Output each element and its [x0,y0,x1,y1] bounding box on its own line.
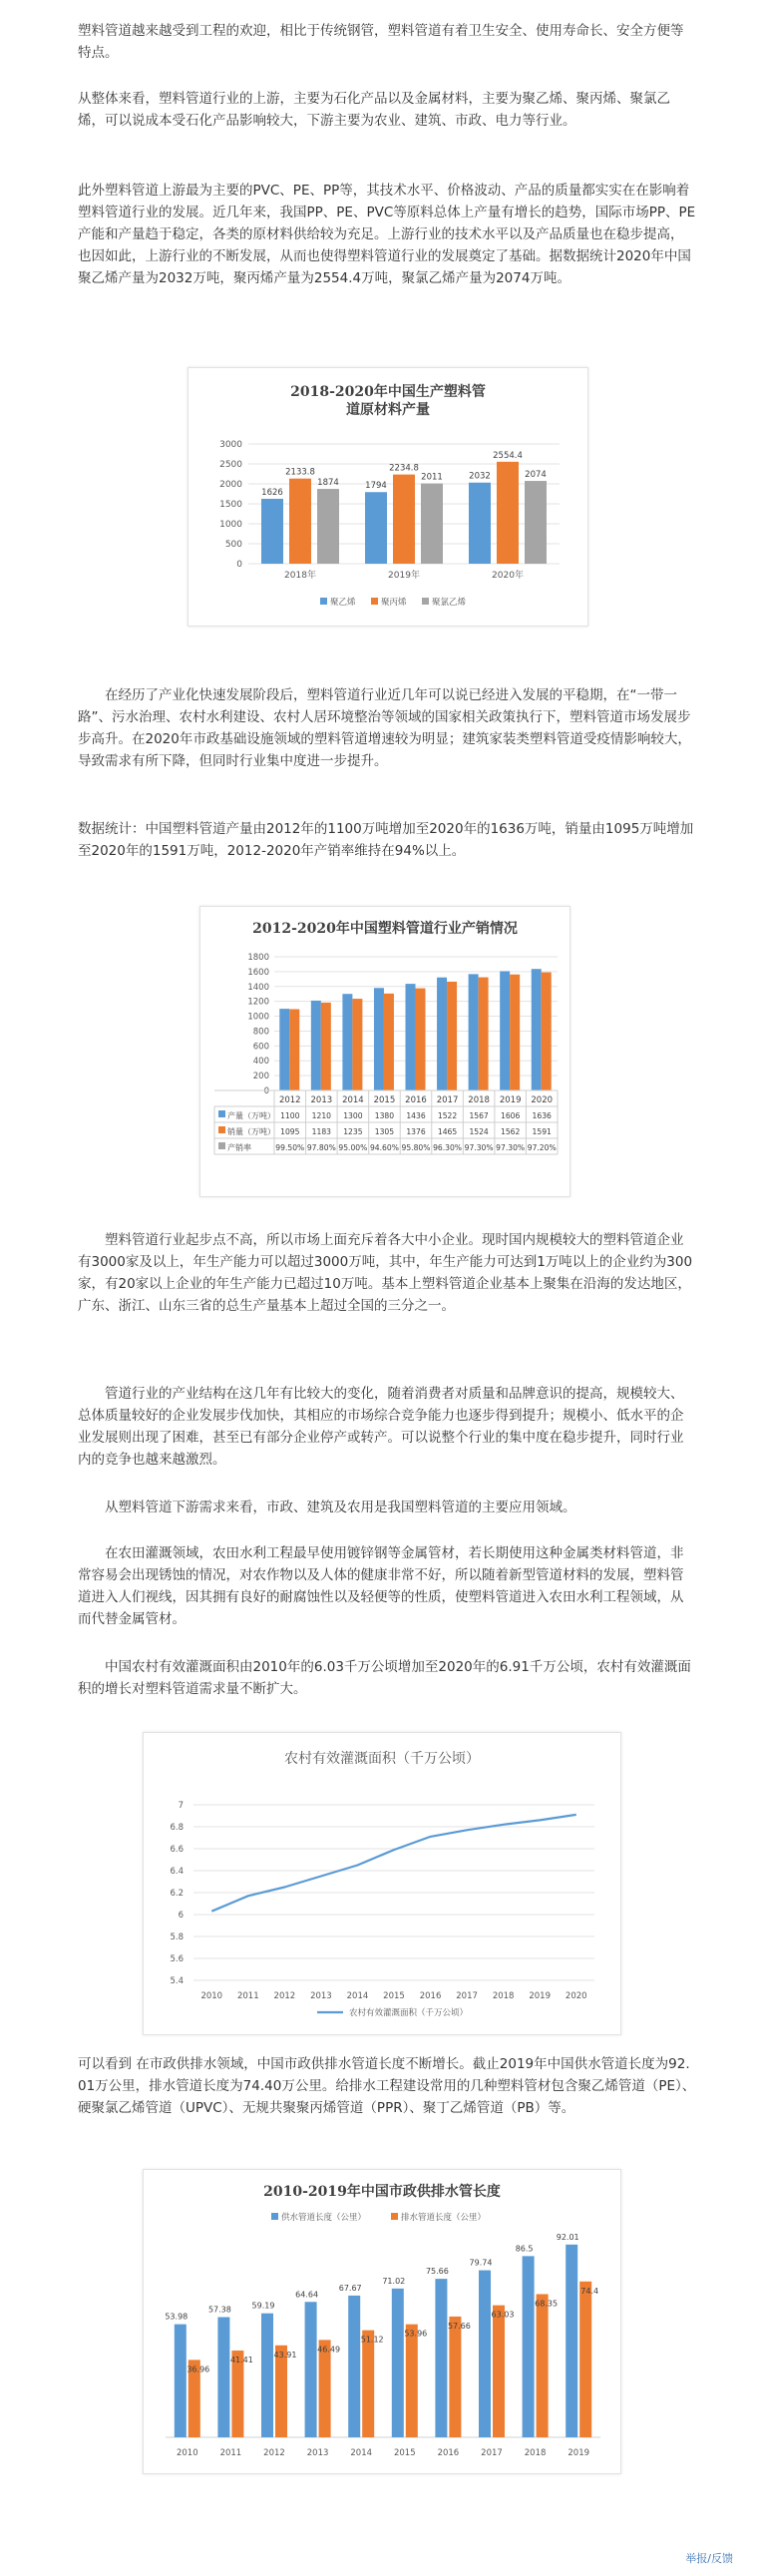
x-tick-label: 2017 [456,1991,478,2001]
y-tick-label: 1800 [247,953,269,963]
y-tick-label: 200 [252,1072,269,1082]
chart-card-production-sales [199,906,570,1197]
x-tick-label: 2012 [273,1991,296,2001]
table-cell: 95.00% [338,1143,368,1152]
table-cell: 1567 [469,1111,489,1120]
chart-title: 2018-2020年中国生产塑料管 [290,384,486,400]
y-tick-label: 5.8 [170,1932,184,1942]
x-tick-label: 2019 [529,1991,552,2001]
table-cell: 1562 [501,1127,521,1136]
y-tick-label: 6.2 [170,1889,184,1899]
bar [523,2256,535,2437]
x-tick-label: 2015 [373,1095,396,1105]
chart-card-municipal-pipes [143,2169,621,2474]
chart-production-sales [200,907,569,1196]
bar [406,984,416,1090]
table-cell: 97.20% [527,1143,557,1152]
x-tick-label: 2017 [436,1095,459,1105]
x-tick-label: 2016 [437,2448,460,2458]
bar [421,484,443,564]
x-tick-label: 2010 [176,2448,198,2458]
legend-label: 销量（万吨） [227,1127,275,1136]
data-label: 2011 [421,472,443,483]
legend-label: 聚丙烯 [381,598,407,608]
x-tick-label: 2019 [499,1095,522,1105]
x-tick-label: 2013 [310,1991,332,2001]
paragraph-farmland-irrigation: 在农田灌溉领域，农田水利工程最早使用镀锌钢等金属管材，若长期使用这种金属类材料管道，非常容易会出现锈蚀的情况，对农作物以及人体的健康非常不好，所以随着新型管道材料的发展，塑料管道进入人们视线，因其拥有良好的耐腐蚀性以及轻便等的性质，使塑料管道进入农田水利工程领域，从而代替金属管材。 [78,1545,684,1627]
data-label: 63.03 [491,2310,515,2320]
y-tick-label: 1000 [219,520,242,530]
data-label: 2554.4 [493,450,523,461]
bar [542,973,552,1090]
bar [317,489,339,564]
legend-label: 农村有效灌溉面积（千万公顷） [349,2008,469,2018]
y-tick-label: 5.4 [170,1976,184,1986]
bar [319,2340,331,2437]
x-tick-label: 2014 [342,1095,364,1105]
paragraph-irrigation-area: 中国农村有效灌溉面积由2010年的6.03千万公顷增加至2020年的6.91千万公顷，农村有效灌溉面积的增长对塑料管道需求量不断扩大。 [78,1659,691,1697]
table-cell: 1380 [374,1111,395,1120]
table-cell: 1305 [374,1127,395,1136]
x-tick-label: 2015 [383,1991,405,2001]
legend-label: 供水管道长度（公里） [281,2213,367,2223]
bar [447,982,457,1090]
table-cell: 1636 [532,1111,552,1120]
table-cell: 1465 [437,1127,458,1136]
bar [510,975,520,1090]
bar [362,2331,374,2437]
x-tick-label: 2020年 [492,571,524,581]
report-feedback-link[interactable]: 举报/反馈 [685,2552,733,2565]
chart-card-irrigation-area [143,1732,621,2035]
chart-card-raw-material-output [188,367,588,627]
data-label: 71.02 [382,2276,406,2286]
table-cell: 1436 [406,1111,426,1120]
data-label: 86.5 [515,2244,534,2254]
bar [500,971,510,1090]
legend-swatch [218,1110,225,1117]
bar [537,2294,549,2437]
table-cell: 1210 [311,1111,331,1120]
x-tick-label: 2011 [219,2448,242,2458]
data-label: 53.96 [404,2329,428,2339]
paragraph-industry-stability: 在经历了产业化快速发展阶段后，塑料管道行业近几年可以说已经进入发展的平稳期，在“一带一路”、污水治理、农村水利建设、农村人居环境整治等领域的国家相关政策执行下，塑料管道市场发展步步高升。在2020年市政基础设施领域的塑料管道增速较为明显；建筑家装类塑料管道受疫情影响较大，导致需求有所下降，但同时行业集中度进一步提升。 [78,687,691,769]
series-line [211,1815,575,1912]
data-label: 92.01 [556,2232,579,2242]
legend-swatch [218,1126,225,1133]
paragraph-raw-materials: 此外塑料管道上游最为主要的PVC、PE、PP等，其技术水平、价格波动、产品的质量都实实在在影响着塑料管道行业的发展。近几年来，我国PP、PE、PVC等原料总体上产量有增长的趋势，国际市场PP、PE产能和产量趋于稳定，各类的原材料供给较为充足。上游行业的技术水平以及产品质量也在稳步提高，也因如此，上游行业的不断发展，从而也使得塑料管道行业的发展奠定了基础。据数据统计2020年中国聚乙烯产量为2032万吨，聚丙烯产量为2554.4万吨，聚氯乙烯产量为2074万吨。 [78,183,696,286]
bar [261,499,283,564]
table-cell: 1376 [406,1127,426,1136]
data-label: 79.74 [469,2258,493,2268]
bar [311,1001,321,1090]
data-label: 46.49 [317,2345,341,2355]
legend-label: 产量（万吨） [227,1111,275,1120]
legend-swatch [391,2213,398,2220]
paragraph-production-sales-stats: 数据统计：中国塑料管道产量由2012年的1100万吨增加至2020年的1636万吨，销量由1095万吨增加至2020年的1591万吨，2012-2020年产销率维持在94%以上。 [78,821,694,859]
bar [406,2325,418,2437]
y-tick-label: 3000 [219,440,242,450]
y-tick-label: 6.4 [170,1867,184,1877]
bar [279,1009,289,1090]
data-label: 2032 [469,471,491,482]
chart-title: 2010-2019年中国市政供排水管长度 [263,2184,501,2200]
table-cell: 1591 [532,1127,552,1136]
bar [384,994,394,1090]
table-cell: 1235 [343,1127,363,1136]
chart-irrigation-area [144,1733,620,2034]
legend-swatch [271,2213,278,2220]
bar [479,978,489,1090]
data-label: 41.41 [229,2356,253,2365]
bar [437,978,447,1090]
bar [348,2296,360,2437]
x-tick-label: 2014 [350,2448,373,2458]
legend-swatch [371,598,378,605]
x-tick-label: 2011 [236,1991,259,2001]
x-tick-label: 2015 [393,2448,416,2458]
y-tick-label: 7 [178,1801,184,1811]
y-tick-label: 1400 [247,982,269,993]
table-cell: 96.30% [433,1143,463,1152]
data-label: 2234.8 [389,463,419,474]
data-label: 51.12 [360,2335,384,2345]
legend-label: 产销率 [227,1143,251,1152]
table-cell: 1606 [501,1111,521,1120]
table-cell: 97.80% [306,1143,336,1152]
x-tick-label: 2013 [310,1095,333,1105]
y-tick-label: 1200 [247,997,269,1008]
y-tick-label: 5.6 [170,1954,184,1964]
bar [392,2289,404,2437]
chart-title: 2012-2020年中国塑料管道行业产销情况 [252,921,518,937]
x-tick-label: 2012 [278,1095,301,1105]
y-tick-label: 1000 [247,1012,269,1023]
legend-label: 聚乙烯 [330,598,356,608]
y-tick-label: 2500 [219,460,242,470]
y-tick-label: 1600 [247,967,269,978]
bar [479,2271,491,2437]
x-tick-label: 2018 [468,1095,490,1105]
data-label: 1626 [261,487,283,498]
data-label: 59.19 [251,2301,275,2311]
bar [342,994,352,1090]
paragraph-municipal-water: 可以看到 在市政供排水领域，中国市政供排水管道长度不断增长。截止2019年中国供水管道长度为92.01万公里，排水管道长度为74.40万公里。给排水工程建设常用的几种塑料管材包含聚乙烯管道（PE）、硬聚氯乙烯管道（UPVC）、无规共聚聚丙烯管道（PPR）、聚丁乙烯管道（PB）等。 [78,2056,696,2116]
table-cell: 97.30% [496,1143,526,1152]
table-cell: 99.50% [275,1143,305,1152]
y-tick-label: 2000 [219,480,242,490]
table-cell: 1522 [437,1111,458,1120]
y-tick-label: 1500 [219,500,242,510]
data-label: 1874 [317,478,339,489]
bar [321,1003,331,1090]
data-label: 74.4 [580,2286,599,2296]
x-tick-label: 2014 [346,1991,369,2001]
data-label: 43.91 [273,2350,297,2360]
bar [289,479,311,564]
paragraph-downstream-demand: 从塑料管道下游需求来看，市政、建筑及农用是我国塑料管道的主要应用领域。 [105,1500,576,1515]
data-label: 53.98 [165,2312,189,2322]
x-tick-label: 2018年 [284,571,316,581]
bar [493,2306,505,2437]
bar [365,492,387,564]
chart-municipal-pipes [144,2170,620,2473]
y-tick-label: 600 [252,1042,269,1053]
table-cell: 1095 [280,1127,300,1136]
x-tick-label: 2016 [405,1095,427,1105]
bar [532,969,542,1090]
legend-swatch [218,1142,225,1149]
y-tick-label: 6.6 [170,1845,184,1855]
bar [289,1009,299,1090]
data-label: 68.35 [535,2299,559,2309]
x-tick-label: 2016 [419,1991,442,2001]
bar [469,483,491,564]
bar [352,999,362,1090]
bar [449,2317,461,2437]
data-label: 2133.8 [285,467,315,478]
y-tick-label: 400 [252,1057,269,1068]
y-tick-label: 6 [178,1911,184,1921]
legend-label: 排水管道长度（公里） [401,2213,487,2223]
x-tick-label: 2018 [524,2448,547,2458]
y-tick-label: 500 [224,540,242,550]
y-tick-label: 800 [252,1027,269,1038]
data-label: 64.64 [295,2290,319,2300]
bar [261,2314,273,2437]
data-label: 1794 [365,481,387,492]
x-tick-label: 2019 [568,2448,590,2458]
bar [374,988,384,1090]
x-tick-label: 2012 [263,2448,285,2458]
x-tick-label: 2020 [531,1095,554,1105]
paragraph-intro: 塑料管道越来越受到工程的欢迎，相比于传统钢管，塑料管道有着卫生安全、使用寿命长、安全方便等特点。 [78,23,684,61]
y-tick-label: 6.8 [170,1823,184,1833]
data-label: 67.67 [338,2283,362,2293]
data-label: 57.38 [207,2305,231,2315]
bar [305,2302,317,2437]
y-tick-label: 0 [263,1086,269,1096]
y-tick-label: 0 [236,560,242,570]
paragraph-industry-structure: 管道行业的产业结构在这几年有比较大的变化，随着消费者对质量和品牌意识的提高，规模较大、总体质量较好的企业发展步伐加快，其相应的市场综合竞争能力也逐步得到提升；规模小、低水平的企业发展则出现了困难，甚至已有部分企业停产或转产。可以说整个行业的集中度在稳步提升，同时行业内的竞争也越来越激烈。 [78,1386,684,1468]
data-label: 75.66 [425,2267,449,2277]
data-label: 2074 [525,470,547,481]
bar [579,2282,591,2437]
data-label: 57.66 [447,2321,471,2331]
legend-swatch [422,598,429,605]
legend-label: 聚氯乙烯 [432,598,467,608]
table-cell: 94.60% [369,1143,399,1152]
bar [497,462,519,564]
x-tick-label: 2017 [481,2448,503,2458]
x-tick-label: 2020 [565,1991,587,2001]
paragraph-enterprise-scale: 塑料管道行业起步点不高，所以市场上面充斥着各大中小企业。现时国内规模较大的塑料管道企业有3000家及以上，年生产能力可以超过3000万吨，其中，年生产能力可达到1万吨以上的企业约为300家，有20家以上企业的年生产能力已超过10万吨。基本上塑料管道企业基本上聚集在沿海的发达地区，广东、浙江、山东三省的总生产量基本上超过全国的三分之一。 [78,1232,693,1314]
legend-swatch [320,598,327,605]
bar [566,2245,577,2437]
chart-title: 农村有效灌溉面积（千万公顷） [284,1751,480,1767]
paragraph-upstream-overview: 从整体来看，塑料管道行业的上游，主要为石化产品以及金属材料，主要为聚乙烯、聚丙烯、聚氯乙烯，可以说成本受石化产品影响较大，下游主要为农业、建筑、市政、电力等行业。 [78,91,670,129]
x-tick-label: 2018 [492,1991,515,2001]
x-tick-label: 2010 [200,1991,223,2001]
table-cell: 97.30% [464,1143,494,1152]
bar [525,481,547,564]
x-tick-label: 2013 [306,2448,329,2458]
bar [393,475,415,564]
bar [416,989,426,1090]
table-cell: 1183 [311,1127,331,1136]
chart-raw-material-output [189,368,587,626]
table-cell: 1100 [280,1111,300,1120]
table-cell: 95.80% [401,1143,431,1152]
bar [469,974,479,1090]
bar [435,2279,447,2437]
data-label: 36.96 [187,2364,210,2374]
table-cell: 1524 [469,1127,489,1136]
chart-title: 道原材料产量 [346,402,430,418]
table-cell: 1300 [343,1111,363,1120]
x-tick-label: 2019年 [388,571,420,581]
bar [175,2325,187,2437]
bar [217,2318,229,2437]
